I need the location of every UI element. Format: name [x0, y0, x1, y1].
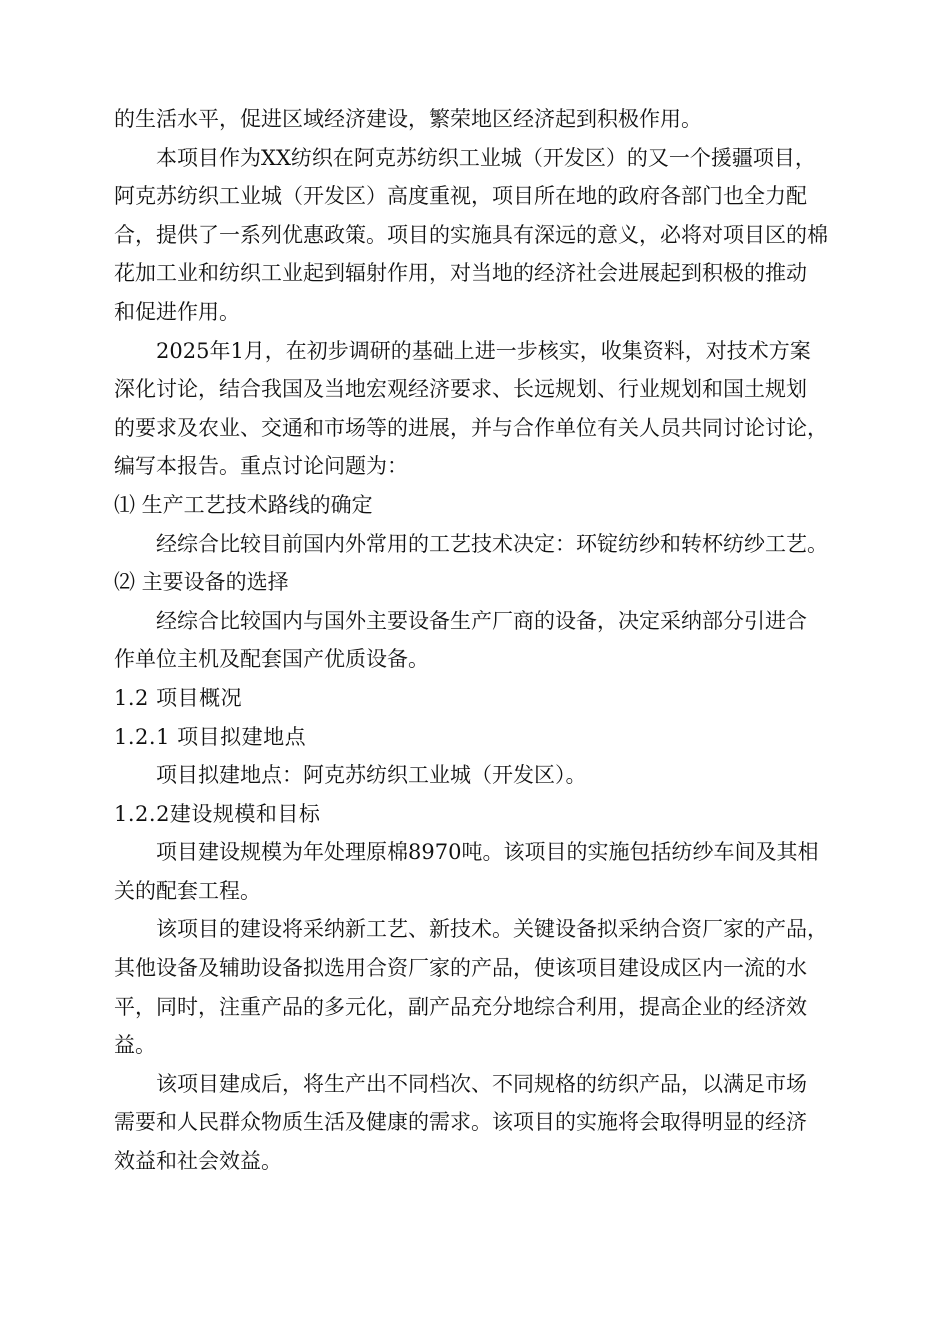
- paragraph-start-line: 项目拟建地点：阿克苏纺织工业城（开发区）。: [156, 763, 587, 788]
- body-text-line: 的要求及农业、交通和市场等的进展，并与合作单位有关人员共同讨论讨论，: [114, 415, 828, 440]
- body-text-line: 关的配套工程。: [114, 878, 261, 903]
- paragraph-start-line: 经综合比较国内与国外主要设备生产厂商的设备，决定采纳部分引进合: [156, 608, 807, 633]
- paragraph-start-line: 本项目作为XX纺织在阿克苏纺织工业城（开发区）的又一个援疆项目，: [156, 145, 816, 170]
- body-text-line: 和促进作用。: [114, 299, 240, 324]
- body-text-line: 需要和人民群众物质生活及健康的需求。该项目的实施将会取得明显的经济: [114, 1110, 807, 1135]
- paragraph-start-line: 该项目的建设将采纳新工艺、新技术。关键设备拟采纳合资厂家的产品，: [156, 917, 828, 942]
- paragraph-start-line: 2025年1月，在初步调研的基础上进一步核实，收集资料，对技术方案: [156, 338, 811, 363]
- body-text-line: 益。: [114, 1033, 156, 1058]
- subsection-heading: 1.2.1 项目拟建地点: [114, 724, 307, 749]
- body-text-line: 平，同时，注重产品的多元化，副产品充分地综合利用，提高企业的经济效: [114, 994, 807, 1019]
- paragraph-start-line: 该项目建成后，将生产出不同档次、不同规格的纺织产品，以满足市场: [156, 1071, 807, 1096]
- body-text-line: 编写本报告。重点讨论问题为：: [114, 454, 408, 479]
- body-text-line: 深化讨论，结合我国及当地宏观经济要求、长远规划、行业规划和国土规划: [114, 377, 807, 402]
- subsection-heading: 1.2.2建设规模和目标: [114, 801, 321, 826]
- paragraph-start-line: 项目建设规模为年处理原棉8970吨。该项目的实施包括纺纱车间及其相: [156, 840, 819, 865]
- body-text-line: 的生活水平，促进区域经济建设，繁荣地区经济起到积极作用。: [114, 107, 702, 131]
- body-text-line: 效益和社会效益。: [114, 1149, 282, 1174]
- document-page: [114, 100, 886, 1181]
- paragraph-start-line: 经综合比较目前国内外常用的工艺技术决定：环锭纺纱和转杯纺纱工艺。: [156, 531, 828, 556]
- body-text-line: 合，提供了一系列优惠政策。项目的实施具有深远的意义，必将对项目区的棉: [114, 222, 828, 247]
- body-text-line: 花加工业和纺织工业起到辐射作用，对当地的经济社会进展起到积极的推动: [114, 261, 807, 286]
- body-text-line: 作单位主机及配套国产优质设备。: [114, 647, 429, 672]
- list-item-heading: ⑵ 主要设备的选择: [114, 570, 289, 595]
- section-heading: 1.2 项目概况: [114, 685, 243, 710]
- body-text-line: 其他设备及辅助设备拟选用合资厂家的产品，使该项目建设成区内一流的水: [114, 956, 807, 981]
- body-text-line: 阿克苏纺织工业城（开发区）高度重视，项目所在地的政府各部门也全力配: [114, 184, 807, 209]
- list-item-heading: ⑴ 生产工艺技术路线的确定: [114, 492, 373, 517]
